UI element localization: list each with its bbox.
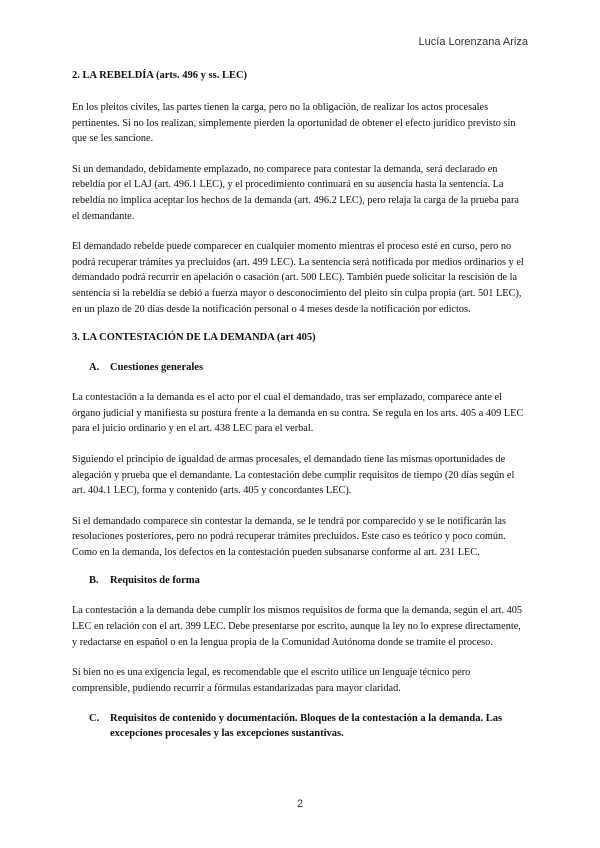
paragraph: En los pleitos civiles, las partes tienen la carga, pero no la obligación, de realizar los actos procesales pertinentes. Si no los realizan, simplemente pierden la oportunidad de obtener el efecto jurídico previsto sin que se les sancione. [72,102,516,145]
section-heading-contestacion: 3. LA CONTESTACIÓN DE LA DEMANDA (art 405) [72,332,316,344]
document-body [72,70,528,758]
subheading-letter: A. [89,362,100,374]
subheading-title: Cuestiones generales [110,362,204,374]
page-number: 2 [296,798,304,810]
paragraph: El demandado rebelde puede comparecer en cualquier momento mientras el proceso esté en curso, pero no podrá recuperar trámites ya precluidos (art. 499 LEC). La sentencia será notificada por medios ordinarios y el demandado podrá recurrir en apelación o casación (art. 500 LEC). También puede solicitar la rescisión de la sentencia si la rebeldía se debió a fuerza mayor o desconocimiento del pleito sin culpa propia (art. 501 LEC), en un plazo de 20 días desde la notificación personal o 4 meses desde la notificación por edictos. [72,241,524,315]
paragraph: Si el demandado comparece sin contestar la demanda, se le tendrá por comparecido y se le notificarán las resoluciones posteriores, pero no podrá recuperar trámites precluidos. Este caso es teórico y poco común. Como en la demanda, los defectos en la contestación pueden subsanarse conforme al art. 231 LEC. [72,515,507,558]
paragraph: Si un demandado, debidamente emplazado, no comparece para contestar la demanda, será declarado en rebeldía por el LAJ (art. 496.1 LEC), y el procedimiento continuará en su ausencia hasta la sentencia. La rebeldía no implica aceptar los hechos de la demanda (art. 496.2 LEC), pero relaja la carga de la prueba para el demandante. [72,163,519,222]
subheading-letter: B. [89,575,99,587]
subheading-letter: C. [89,713,100,725]
header-author: Lucía Lorenzana Ariza [418,36,528,48]
section-heading-rebeldia: 2. LA REBELDÍA (arts. 496 y ss. LEC) [72,70,248,81]
paragraph: La contestación a la demanda es el acto por el cual el demandado, tras ser emplazado, comparece ante el órgano judicial y manifiesta su postura frente a la demanda en su contra. Se regula en los arts. 405 a 409 LEC para el juicio ordinario y en el art. 438 LEC para el verbal. [72,392,524,435]
subheading-title: Requisitos de contenido y documentación. Bloques de la contestación a la demanda. Las excepciones procesales y las excepciones sustantivas. [110,713,503,740]
subheading-title: Requisitos de forma [110,575,200,587]
paragraph: Siguiendo el principio de igualdad de armas procesales, el demandado tiene las mismas oportunidades de alegación y prueba que el demandante. La contestación debe cumplir requisitos de tiempo (20 días según el art. 404.1 LEC), forma y contenido (arts. 405 y concordantes LEC). [72,453,515,497]
subheading-requisitos-contenido [89,711,528,741]
subheading-requisitos-forma [89,575,528,586]
subheading-cuestiones-generales [89,362,528,373]
paragraph: Si bien no es una exigencia legal, es recomendable que el escrito utilice un lenguaje técnico pero comprensible, pudiendo recurrir a fórmulas estandarizadas para mayor claridad. [72,667,471,694]
paragraph: La contestación a la demanda debe cumplir los mismos requisitos de forma que la demanda, según el art. 405 LEC en relación con el art. 399 LEC. Debe presentarse por escrito, aunque la ley no lo exprese directamente, y redactarse en español o en la lengua propia de la Comunidad Autónoma donde se tramite el proceso. [72,605,523,648]
